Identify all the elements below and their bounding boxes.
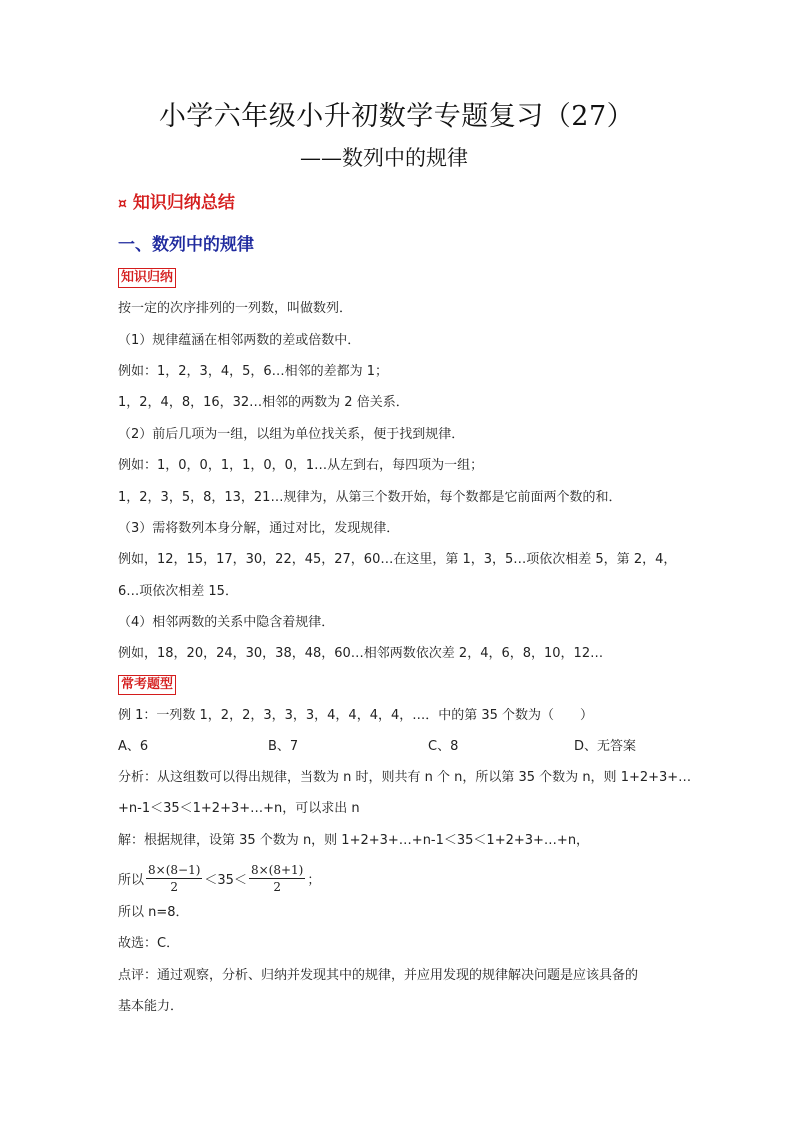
page-title: 小学六年级小升初数学专题复习（27） — [158, 101, 635, 132]
solution-inequality — [118, 862, 320, 895]
choice-d: D、无答案 — [574, 739, 637, 754]
section-heading-sequence: 一、数列中的规律 — [118, 235, 254, 255]
comment-line-1: 点评：通过观察，分析、归纳并发现其中的规律，并应用发现的规律解决问题是应该具备的 — [118, 968, 639, 983]
example-question: 例 1：一列数 1，2，2，3，3，3，4，4，4，4，…．中的第 35 个数为（ ） — [118, 708, 594, 723]
choice-b: B、7 — [268, 739, 299, 754]
section-heading-label: 知识归纳总结 — [132, 193, 235, 213]
knowledge-point-3-example-2: 6…项依次相差 15． — [118, 584, 238, 599]
fraction-left-denominator: 2 — [170, 880, 179, 894]
knowledge-point-4: （4）相邻两数的关系中隐含着规律． — [118, 615, 335, 630]
math-suffix: ； — [307, 873, 321, 888]
knowledge-point-1-example-2: 1，2，4，8，16，32…相邻的两数为 2 倍关系． — [118, 395, 409, 410]
math-middle: ＜35＜ — [204, 873, 247, 888]
knowledge-definition: 按一定的次序排列的一列数，叫做数列． — [118, 301, 353, 316]
knowledge-point-1-example-1: 例如：1，2，3，4，5，6…相邻的差都为 1； — [118, 364, 389, 379]
knowledge-point-1: （1）规律蕴涵在相邻两数的差或倍数中． — [118, 333, 361, 348]
analysis-line-2: +n-1＜35＜1+2+3+…+n，可以求出 n — [118, 801, 360, 816]
knowledge-point-2-example-1: 例如：1，0，0，1，1，0，0，1…从左到右，每四项为一组； — [118, 458, 484, 473]
math-prefix: 所以 — [118, 873, 145, 888]
fraction-right-numerator: 8×(8+1) — [250, 863, 304, 877]
fraction-left-numerator: 8×(8−1) — [148, 863, 201, 877]
section-heading-summary — [118, 188, 235, 213]
answer-line: 故选：C． — [118, 936, 180, 951]
knowledge-point-4-example-1: 例如，18，20，24，30，38，48，60…相邻两数依次差 2，4，6，8，10，12… — [118, 646, 604, 661]
fraction-left — [146, 862, 202, 895]
currency-sign-icon: ¤ — [118, 196, 127, 212]
knowledge-point-2-example-2: 1，2，3，5，8，13，21…规律为，从第三个数开始，每个数都是它前面两个数的和． — [118, 490, 622, 505]
result-line: 所以 n=8． — [118, 905, 189, 920]
knowledge-point-3: （3）需将数列本身分解，通过对比，发现规律． — [118, 521, 400, 536]
analysis-line-1: 分析：从这组数可以得出规律，当数为 n 时，则共有 n 个 n，所以第 35 个数为 n，则 1+2+3+… — [118, 770, 692, 785]
tag-common-questions: 常考题型 — [118, 675, 176, 695]
fraction-right-denominator: 2 — [273, 880, 281, 894]
knowledge-point-2: （2）前后几项为一组，以组为单位找关系，便于找到规律． — [118, 427, 465, 442]
choice-a: A、6 — [118, 739, 149, 754]
fraction-right — [249, 862, 305, 895]
tag-knowledge: 知识归纳 — [118, 268, 176, 288]
comment-line-2: 基本能力． — [118, 999, 184, 1014]
choice-c: C、8 — [428, 739, 459, 754]
page-subtitle: ——数列中的规律 — [300, 146, 468, 170]
knowledge-point-3-example-1: 例如，12，15，17，30，22，45，27，60…在这里，第 1，3，5…项依次相差 5，第 2，4， — [118, 552, 677, 567]
solution-line: 解：根据规律，设第 35 个数为 n，则 1+2+3+…+n-1＜35＜1+2+3+…+n， — [118, 833, 590, 848]
